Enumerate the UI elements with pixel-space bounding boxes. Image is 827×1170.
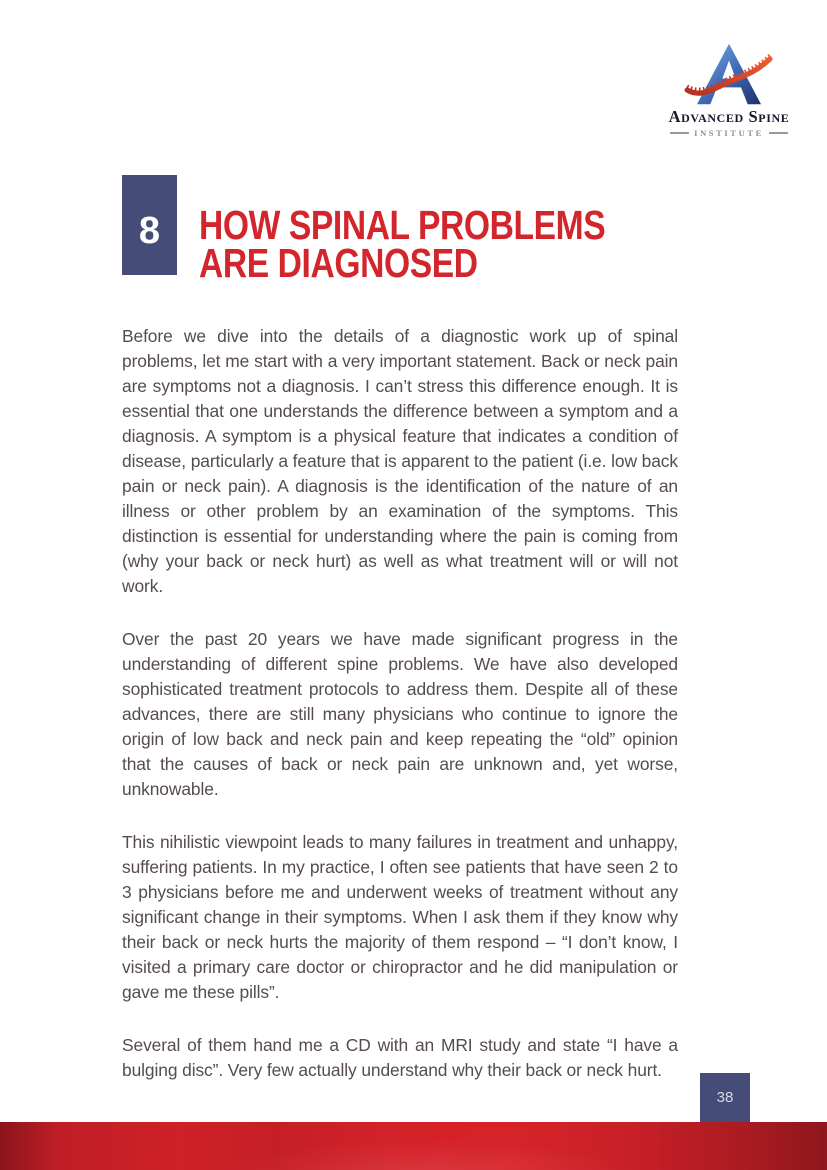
- body-paragraph: Several of them hand me a CD with an MRI study and state “I have a bulging disc”. Very few actually understand why their back or neck hurt.: [122, 1035, 678, 1080]
- body-paragraph: Over the past 20 years we have made significant progress in the understanding of different spine problems. We have also developed sophisticated treatment protocols to address them. Despite all of these advances, there are still many physicians who continue to ignore the origin of low back and neck pain and keep repeating the “old” opinion that the causes of back or neck pain are unknown and, yet worse, unknowable.: [122, 629, 678, 799]
- chapter-title: [199, 202, 606, 286]
- chapter-title-line-2: ARE DIAGNOSED: [199, 240, 478, 286]
- advanced-spine-logo-icon: [683, 42, 775, 106]
- footer-accent-bar: [0, 1122, 827, 1170]
- logo-wordmark: Advanced Spine: [668, 107, 790, 126]
- logo-subtitle: INSTITUTE: [694, 128, 764, 138]
- page-number-badge: [700, 1073, 750, 1122]
- chapter-title-line-1: HOW SPINAL PROBLEMS: [199, 202, 606, 248]
- body-paragraph: Before we dive into the details of a diagnostic work up of spinal problems, let me start with a very important statement. Back or neck pain are symptoms not a diagnosis. I can’t stress this difference enough. It is essential that one understands the difference between a symptom and a diagnosis. A symptom is a physical feature that indicates a condition of disease, particularly a feature that is apparent to the patient (i.e. low back pain or neck pain). A diagnosis is the identification of the nature of an illness or other problem by an examination of the symptoms. This distinction is essential for understanding where the pain is coming from (why your back or neck hurt) as well as what treatment will or will not work.: [122, 326, 678, 596]
- body-text: [122, 324, 678, 1083]
- chapter-number-badge: [122, 175, 177, 275]
- logo: [662, 42, 796, 138]
- logo-divider-right: [769, 132, 788, 134]
- logo-divider-left: [670, 132, 689, 134]
- chapter-number: 8: [138, 209, 161, 252]
- body-paragraph: This nihilistic viewpoint leads to many failures in treatment and unhappy, suffering patients. In my practice, I often see patients that have seen 2 to 3 physicians before me and underwent weeks of treatment without any significant change in their symptoms. When I ask them if they know why their back or neck hurts the majority of them respond – “I don’t know, I visited a primary care doctor or chiropractor and he did manipulation or gave me these pills”.: [122, 832, 678, 1002]
- page-number: 38: [716, 1089, 734, 1106]
- logo-subtitle-row: [662, 128, 796, 138]
